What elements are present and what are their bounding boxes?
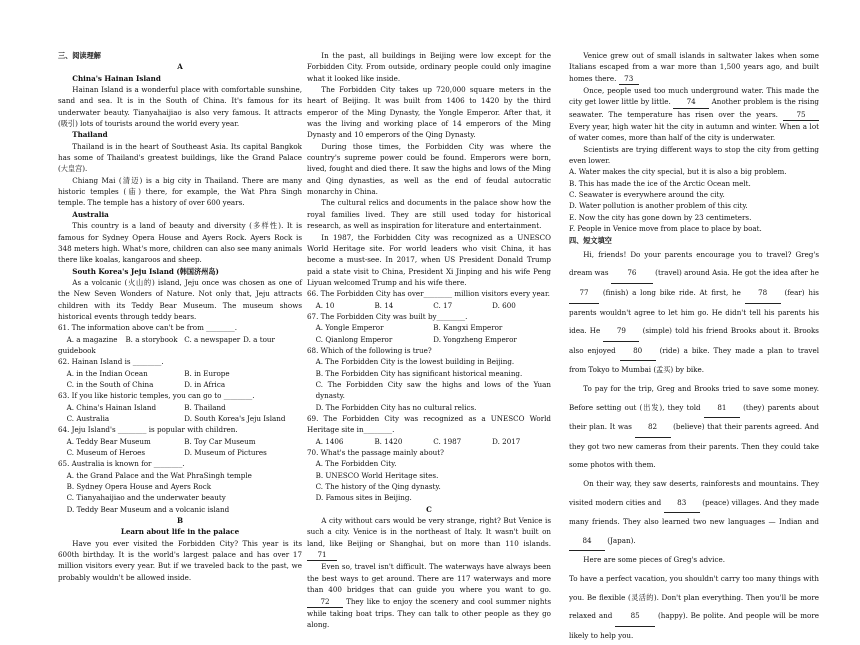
- q68-option-b: B. The Forbidden City has significant historical meaning.: [315, 368, 523, 378]
- passage-b-paragraph-1: Have you ever visited the Forbidden City? This year is its 600th birthday. It is the world's largest palace and has over 17 million visitors every year. But if we traveled back to the past, we probably wouldn't be allowed inside.: [58, 538, 302, 582]
- fill-p1-text-d: (fear) his parents wouldn't agree to let him go. He didn't tell his parents his idea. He: [569, 288, 819, 336]
- question-63: 63. If you like historic temples, you can go to ________.: [58, 391, 255, 401]
- q62-option-d: D. in Africa: [184, 379, 226, 389]
- fill-p5-text-a: To have a perfect vacation, you shouldn't carry too many things with you. Be flexible (灵活的). Don't plan everything. Then you'll be more relaxed and: [569, 573, 819, 621]
- question-66: 66. The Forbidden City has over________ million visitors every year.: [307, 289, 550, 299]
- q70-option-d: D. Famous sites in Beijing.: [315, 493, 412, 503]
- blank-84: 84: [569, 532, 605, 552]
- passage-b-paragraph-4: During those times, the Forbidden City was where the country's supreme power could be found. Emperors were born, lived, fought and died there. It saw the highs and lows of the Ming and Qing dynasties, as well as the end of feudal autocratic monarchy in China.: [307, 141, 551, 197]
- question-61: 61. The information above can't be from ________.: [58, 323, 237, 333]
- blank-73: 73: [619, 73, 639, 85]
- passage-c-p2-text-a: Even so, travel isn't difficult. The waterways have always been the best ways to get around. There are 117 waterways and more than 400 bridges that can guide you where you want to go.: [307, 562, 551, 595]
- c-option-c: C. Seawater is everywhere around the city.: [569, 190, 725, 200]
- q63-option-d: D. South Korea's Jeju Island: [184, 414, 286, 423]
- passage-c-p2-text-b: They like to enjoy the scenery and cool summer nights while taking boat trips. They can talk to other people as they go along.: [307, 596, 551, 630]
- australia-title: Australia: [72, 209, 109, 219]
- question-70: 70. What's the passage mainly about?: [307, 448, 444, 458]
- passage-c-paragraph-1: [307, 515, 551, 561]
- fill-p2-text-c: (believe) that their parents agreed. And they got two new cameras from their parents. Then they could take some photos with them.: [569, 422, 819, 470]
- passage-c-letter: C: [426, 504, 432, 514]
- q66-option-c: C. 17: [433, 300, 453, 310]
- q64-option-a: A. Teddy Bear Museum: [66, 436, 151, 446]
- passage-b-paragraph-5: The cultural relics and documents in the palace show how the royal families lived. They are still used today for historical research, as well as inspiration for literature and entertainment.: [307, 198, 551, 231]
- question-64-options-ab: [58, 436, 302, 447]
- q63-option-b: B. Thailand: [184, 402, 226, 412]
- blank-71: 71: [307, 549, 337, 561]
- question-64: 64. Jeju Island's ________ is popular with children.: [58, 425, 238, 435]
- blank-77: 77: [569, 284, 599, 304]
- blank-74: 74: [673, 96, 709, 108]
- blank-79: 79: [603, 322, 639, 342]
- blank-78: 78: [745, 284, 781, 304]
- question-67-options-ab: [307, 322, 551, 333]
- passage-b-paragraph-2: In the past, all buildings in Beijing were low except for the Forbidden City. From outside, ordinary people could only imagine what it looked like inside.: [307, 51, 551, 83]
- q70-option-b: B. UNESCO World Heritage sites.: [315, 470, 439, 480]
- thailand-text-2: Chiang Mai (清迈) is a big city in Thailand. There are many historic temples (庙) there, for example, the Wat Phra Singh temple. The temple has a history of over 600 years.: [58, 175, 302, 208]
- fill-p2-text-a: To pay for the trip, Greg and Brooks tried to save some money. Before setting out (出发), they told: [569, 384, 819, 412]
- question-66-options: [307, 300, 551, 311]
- q65-option-b: B. Sydney Opera House and Ayers Rock: [66, 482, 212, 492]
- q67-option-c: C. Qianlong Emperor: [315, 334, 393, 344]
- question-61-options: [58, 334, 302, 345]
- fill-p1-text-f: (ride) a bike. They made a plan to travel from Tokyo to Mumbai (孟买) by bike.: [569, 345, 819, 375]
- fill-p3-text-a: On their way, they saw deserts, rainforests and mountains. They visited modern cities and: [569, 478, 819, 507]
- column-left: [58, 50, 302, 583]
- fill-passage: [569, 246, 819, 645]
- passage-a-letter: A: [177, 62, 183, 72]
- passage-c-paragraph-2: [307, 561, 551, 630]
- q65-option-d: D. Teddy Bear Museum and a volcanic island: [66, 504, 230, 514]
- fill-paragraph-5: [569, 570, 819, 645]
- thailand-text-1: Thailand is in the heart of Southeast Asia. Its capital Bangkok has some of Thailand's greatest buildings, like the Grand Palace (大皇宫).: [58, 141, 302, 174]
- c-option-e: E. Now the city has gone down by 23 centimeters.: [569, 212, 752, 222]
- q63-option-a: A. China's Hainan Island: [66, 402, 157, 412]
- column-middle: [307, 50, 551, 631]
- q70-option-c: C. The history of the Qing dynasty.: [315, 482, 441, 492]
- q61-option-b: B. a storybook: [125, 334, 178, 344]
- q68-option-c: C. The Forbidden City saw the highs and lows of the Yuan dynasty.: [315, 379, 551, 401]
- q65-option-c: C. Tianyahaijiao and the underwater beauty: [66, 493, 226, 503]
- question-65: 65. Australia is known for ________.: [58, 459, 185, 469]
- blank-85: 85: [615, 607, 655, 627]
- question-63-options-cd: [58, 413, 302, 424]
- q65-option-a: A. the Grand Palace and the Wat PhraSingh temple: [66, 470, 252, 480]
- question-67: 67. The Forbidden City was built by________.: [307, 311, 468, 321]
- q64-option-c: C. Museum of Heroes: [66, 448, 146, 458]
- q63-option-c: C. Australia: [66, 414, 110, 423]
- q69-option-a: A. 1406: [315, 436, 344, 446]
- q69-option-d: D. 2017: [492, 436, 521, 446]
- question-64-options-cd: [58, 447, 302, 458]
- fill-paragraph-4: Here are some pieces of Greg's advice.: [583, 555, 725, 565]
- fill-paragraph-2: [569, 380, 819, 475]
- q62-option-c: C. in the South of China: [66, 379, 154, 389]
- fill-p5-text-b: (happy). Be polite. And people will be more likely to help you.: [569, 611, 819, 640]
- q66-option-b: B. 14: [374, 300, 394, 310]
- blank-76: 76: [611, 264, 653, 284]
- column-right: [569, 50, 819, 645]
- question-62: 62. Hainan Island is ________.: [58, 357, 164, 367]
- q69-option-b: B. 1420: [374, 436, 403, 446]
- question-67-options-cd: [307, 334, 551, 345]
- passage-b-title: Learn about life in the palace: [120, 527, 240, 537]
- c-option-d: D. Water pollution is another problem of this city.: [569, 201, 748, 211]
- passage-c-p4-text-b: Another problem is the rising seawater. The temperature has risen over the years.: [569, 97, 819, 119]
- q61-option-a: A. a magazine: [66, 334, 118, 344]
- question-62-options-cd: [58, 379, 302, 390]
- passage-b-paragraph-6: In 1987, the Forbidden City was recognized as a UNESCO World Heritage site. For world leaders who visit China, it has become a must-see. In 2017, when US President Donald Trump paid a state visit to China, President Xi Jinping and his wife Peng Liyuan welcomed Trump and his wife there.: [307, 232, 551, 287]
- question-62-options-ab: [58, 368, 302, 379]
- q61-option-d-cont: guidebook: [58, 345, 96, 355]
- q61-option-c: C. a newspaper: [184, 334, 241, 344]
- thailand-title: Thailand: [72, 130, 108, 140]
- passage-c-paragraph-4: [569, 85, 819, 144]
- q61-option-d: D. a tour: [243, 334, 275, 344]
- hainan-title: China's Hainan Island: [72, 73, 161, 83]
- blank-83: 83: [664, 494, 700, 514]
- fill-p1-text-a: Hi, friends! Do your parents encourage you to travel? Greg's dream was: [569, 249, 819, 278]
- fill-p1-text-b: (travel) around Asia. He got the idea after he: [655, 268, 819, 278]
- q67-option-a: A. Yongle Emperor: [315, 323, 384, 333]
- q68-option-a: A. The Forbidden City is the lowest building in Beijing.: [315, 357, 515, 367]
- blank-75: 75: [783, 109, 819, 121]
- passage-b-letter: B: [176, 516, 184, 526]
- passage-c-p1-text: A city without cars would be very strange, right? But Venice is such a city. Venice is in the northeast of Italy. It wasn't built on land, like Beijing or Shanghai, but on more than 110 islands.: [307, 516, 551, 548]
- q62-option-a: A. in the Indian Ocean: [66, 368, 148, 378]
- q66-option-d: D. 600: [492, 300, 516, 310]
- passage-b-paragraph-3: The Forbidden City takes up 720,000 square meters in the heart of Beijing. It was built from 1406 to 1420 by the third emperor of the Ming Dynasty, the Yongle Emperor. After that, it was the living and working place of 14 emperors of the Ming Dynasty and 10 emperors of the Qing Dynasty.: [307, 85, 551, 140]
- passage-c-paragraph-3: [569, 50, 819, 85]
- q69-option-c: C. 1987: [433, 436, 462, 446]
- fill-paragraph-3: [569, 475, 819, 551]
- fill-p3-text-b: (peace) villages. And they made many friends. They also learned two new languages — Indian and: [569, 497, 820, 527]
- fill-paragraph-1: [569, 246, 819, 380]
- australia-text: This country is a land of beauty and diversity (多样性). It is famous for Sydney Opera House and Ayers Rock. Ayers Rock is 348 meters high. What's more, children can also see many animals there like koalas, kangaroos and sheep.: [58, 221, 302, 265]
- section-heading-reading: 三、阅读理解: [58, 51, 101, 60]
- question-68: 68. Which of the following is true?: [307, 345, 432, 355]
- c-option-a: A. Water makes the city special, but it is also a big problem.: [569, 167, 787, 177]
- question-69-options: [307, 436, 551, 447]
- fill-p3-text-c: (Japan).: [607, 535, 636, 545]
- blank-72: 72: [307, 596, 343, 608]
- passage-c-paragraph-5: Scientists are trying different ways to stop the city from getting even lower.: [569, 144, 819, 166]
- fill-p2-text-b: (they) parents about their plan. It was: [569, 402, 819, 432]
- question-63-options-ab: [58, 402, 302, 413]
- blank-81: 81: [704, 399, 740, 419]
- section-heading-fill: 四、短文填空: [569, 235, 612, 245]
- q64-option-d: D. Museum of Pictures: [184, 448, 267, 458]
- q62-option-b: B. in Europe: [184, 368, 230, 378]
- passage-c-p4-text-c: Every year, high water hit the city in autumn and winter. When a lot of water comes, more than half of the city is underwater.: [569, 122, 819, 143]
- blank-82: 82: [635, 418, 671, 438]
- hainan-text: Hainan Island is a wonderful place with comfortable sunshine, sand and sea. It is in the South of China. It's famous for its underwater beauty. Tianyahaijiao is also very famous. It attracts (吸引) lots of tourists around the world every year.: [58, 85, 302, 129]
- fill-p1-text-e: (simple) told his friend Brooks about it. Brooks also enjoyed: [569, 326, 819, 355]
- jeju-title: South Korea's Jeju Island (韩国济州岛): [72, 266, 219, 276]
- passage-c-p4-text-a: Once, people used too much underground water. This made the city get lower little by little.: [569, 86, 819, 107]
- q70-option-a: A. The Forbidden City.: [315, 459, 397, 469]
- q68-option-d: D. The Forbidden City has no cultural relics.: [315, 402, 477, 412]
- c-option-b: B. This has made the ice of the Arctic Ocean melt.: [569, 178, 751, 188]
- passage-c-p3-text: Venice grew out of small islands in saltwater lakes when some Italians escaped from a war more than 1,500 years ago, and built homes there.: [569, 51, 819, 83]
- c-option-f: F. People in Venice move from place to place by boat.: [569, 224, 762, 234]
- q67-option-d: D. Yongzheng Emperor: [433, 334, 517, 344]
- q67-option-b: B. Kangxi Emperor: [433, 323, 503, 333]
- jeju-text: As a volcanic (火山的) island, Jeju once was chosen as one of the New Seven Wonders of Nature. Not only that, Jeju attracts children with its Teddy Bear Museum. The museum shows historical events through teddy bears.: [58, 277, 302, 321]
- blank-80: 80: [620, 342, 656, 362]
- q64-option-b: B. Toy Car Museum: [184, 436, 256, 446]
- question-69: 69. The Forbidden City was recognized as a UNESCO World Heritage site in________.: [307, 414, 551, 435]
- q66-option-a: A. 10: [315, 300, 335, 310]
- fill-p1-text-c: (finish) a long bike ride. At first, he: [602, 288, 741, 298]
